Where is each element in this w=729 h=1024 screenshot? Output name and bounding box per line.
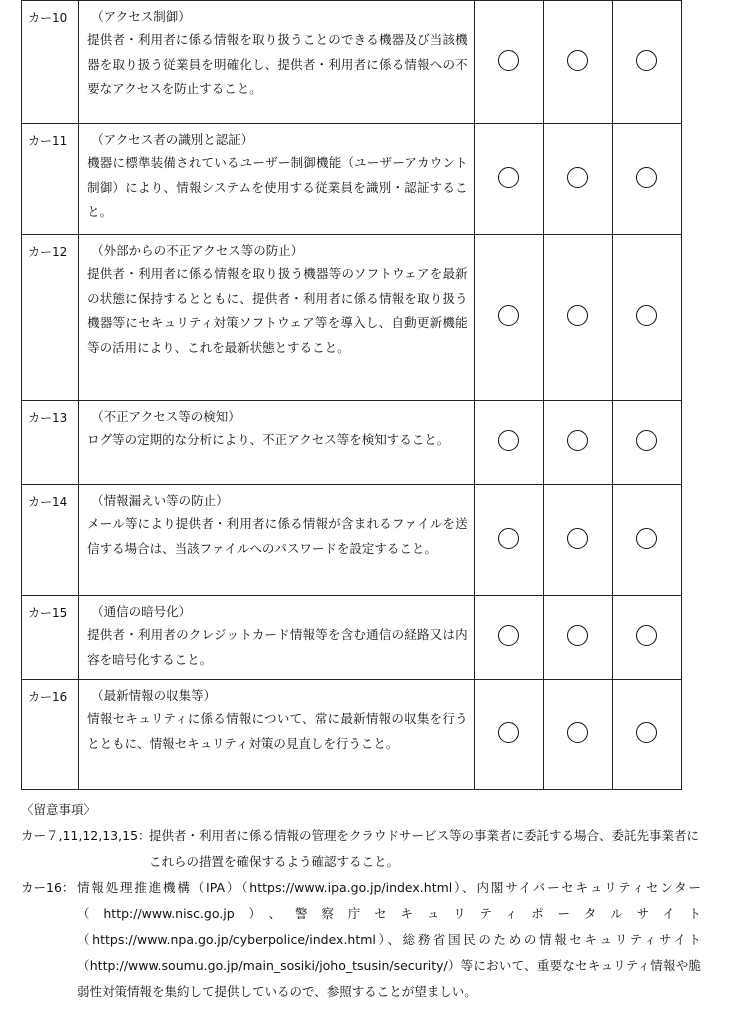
- item-body: 提供者・利用者に係る情報を取り扱う機器等のソフトウェアを最新の状態に保持するとともに、提供者・利用者に係る情報を取り扱う機器等にセキュリティ対策ソフトウェア等を導入し、自動更新機能等の活用により、これを最新状態とすること。: [87, 266, 468, 355]
- check-cell: [474, 596, 543, 680]
- circle-mark-icon: [567, 50, 588, 71]
- check-cell: [474, 1, 543, 124]
- item-id: カー13: [22, 401, 79, 485]
- item-heading: （通信の暗号化）: [91, 604, 192, 619]
- check-cell: [612, 124, 681, 235]
- circle-mark-icon: [498, 625, 519, 646]
- item-id: カー16: [22, 680, 79, 790]
- check-cell: [612, 401, 681, 485]
- table-row: [22, 1, 682, 124]
- note-label: カー７,11,12,13,15：: [21, 828, 151, 843]
- check-cell: [612, 235, 681, 401]
- item-id: カー12: [22, 235, 79, 401]
- table-row: [22, 485, 682, 596]
- item-id: カー14: [22, 485, 79, 596]
- circle-mark-icon: [567, 305, 588, 326]
- item-id: カー10: [22, 1, 79, 124]
- item-body: 提供者・利用者に係る情報を取り扱うことのできる機器及び当該機器を取り扱う従業員を明確化し、提供者・利用者に係る情報への不要なアクセスを防止すること。: [87, 32, 468, 96]
- item-description: [79, 401, 475, 485]
- checklist-table: [21, 0, 682, 790]
- item-heading: （不正アクセス等の検知）: [91, 409, 241, 424]
- circle-mark-icon: [567, 528, 588, 549]
- circle-mark-icon: [567, 430, 588, 451]
- item-body: メール等により提供者・利用者に係る情報が含まれるファイルを送信する場合は、当該ファイルへのパスワードを設定すること。: [87, 516, 468, 556]
- item-body: 提供者・利用者のクレジットカード情報等を含む通信の経路又は内容を暗号化すること。: [87, 627, 468, 667]
- circle-mark-icon: [498, 430, 519, 451]
- circle-mark-icon: [567, 625, 588, 646]
- circle-mark-icon: [636, 722, 657, 743]
- check-cell: [543, 680, 612, 790]
- note-item: [21, 875, 701, 1005]
- circle-mark-icon: [498, 722, 519, 743]
- check-cell: [612, 485, 681, 596]
- check-cell: [543, 1, 612, 124]
- check-cell: [543, 485, 612, 596]
- table-row: [22, 235, 682, 401]
- item-id: カー15: [22, 596, 79, 680]
- note-text: 情報処理推進機構（IPA）（https://www.ipa.go.jp/index.html）、内閣サイバーセキュリティセンター（http://www.nisc.go.jp）、警察庁セキュリティポータルサイト（https://www.npa.go.jp/cyberpolice/index.html）、総務省国民のための情報セキュリティサイト（http://www.soumu.go.jp/main_sosiki/joho_tsusin/security/）等において、重要なセキュリティ情報や脆弱性対策情報を集約して提供しているので、参照することが望ましい。: [77, 880, 701, 999]
- circle-mark-icon: [498, 50, 519, 71]
- item-description: [79, 124, 475, 235]
- item-description: [79, 1, 475, 124]
- table-row: [22, 124, 682, 235]
- table-row: [22, 401, 682, 485]
- circle-mark-icon: [636, 528, 657, 549]
- table-row: [22, 680, 682, 790]
- note-label: カー16：: [21, 880, 75, 895]
- notes-section: [21, 797, 701, 1005]
- item-heading: （アクセス制御）: [91, 9, 191, 24]
- check-cell: [474, 680, 543, 790]
- check-cell: [474, 401, 543, 485]
- note-item: [21, 823, 701, 875]
- circle-mark-icon: [636, 625, 657, 646]
- check-cell: [543, 401, 612, 485]
- item-body: 情報セキュリティに係る情報について、常に最新情報の収集を行うとともに、情報セキュリティ対策の見直しを行うこと。: [87, 711, 468, 751]
- item-body: 機器に標準装備されているユーザー制御機能（ユーザーアカウント制御）により、情報システムを使用する従業員を識別・認証すること。: [87, 155, 468, 219]
- item-description: [79, 596, 475, 680]
- check-cell: [543, 235, 612, 401]
- circle-mark-icon: [498, 167, 519, 188]
- item-id: カー11: [22, 124, 79, 235]
- item-description: [79, 680, 475, 790]
- circle-mark-icon: [636, 305, 657, 326]
- check-cell: [543, 124, 612, 235]
- item-description: [79, 485, 475, 596]
- note-text: 提供者・利用者に係る情報の管理をクラウドサービス等の事業者に委託する場合、委託先事業者にこれらの措置を確保するよう確認すること。: [149, 828, 700, 869]
- table-row: [22, 596, 682, 680]
- check-cell: [474, 485, 543, 596]
- item-heading: （外部からの不正アクセス等の防止）: [91, 243, 304, 258]
- check-cell: [612, 680, 681, 790]
- circle-mark-icon: [636, 167, 657, 188]
- item-description: [79, 235, 475, 401]
- item-body: ログ等の定期的な分析により、不正アクセス等を検知すること。: [87, 432, 450, 447]
- check-cell: [612, 1, 681, 124]
- circle-mark-icon: [567, 722, 588, 743]
- circle-mark-icon: [636, 50, 657, 71]
- check-cell: [612, 596, 681, 680]
- circle-mark-icon: [498, 528, 519, 549]
- circle-mark-icon: [567, 167, 588, 188]
- notes-title: 〈留意事項〉: [21, 802, 97, 817]
- item-heading: （情報漏えい等の防止）: [91, 493, 229, 508]
- check-cell: [474, 235, 543, 401]
- check-cell: [474, 124, 543, 235]
- check-cell: [543, 596, 612, 680]
- circle-mark-icon: [636, 430, 657, 451]
- item-heading: （最新情報の収集等）: [91, 688, 217, 703]
- item-heading: （アクセス者の識別と認証）: [91, 132, 254, 147]
- circle-mark-icon: [498, 305, 519, 326]
